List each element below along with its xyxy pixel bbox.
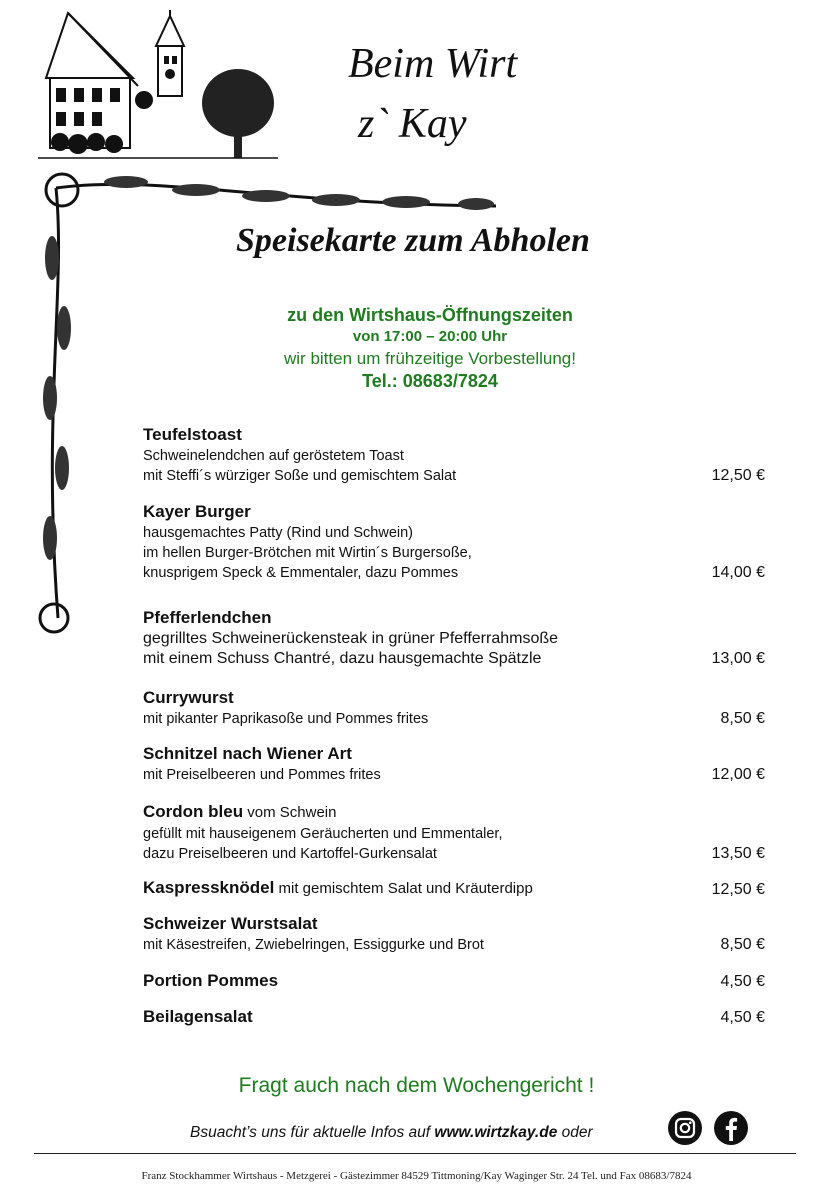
menu-item-currywurst [143,687,765,729]
item-price: 12,50 € [711,467,765,484]
item-name: Currywurst [143,688,234,707]
item-name: Kaspressknödel [143,878,275,897]
item-desc: mit Preiselbeeren und Pommes frites [143,767,381,783]
item-price: 12,00 € [711,766,765,783]
item-desc: Schweinelendchen auf geröstetem Toast [143,448,404,464]
item-name: Schweizer Wurstsalat [143,914,318,933]
menu-item-schnitzel [143,743,765,785]
footer-divider [34,1153,796,1154]
item-name: Schnitzel nach Wiener Art [143,744,352,763]
menu-item-portion-pommes [143,970,765,992]
item-name-suffix: mit gemischtem Salat und Kräuterdipp [274,880,533,897]
item-desc: im hellen Burger-Brötchen mit Wirtin´s Burgersoße, [143,545,472,561]
item-desc: gefüllt mit hauseigenem Geräucherten und Emmentaler, [143,826,503,842]
item-name-row [143,877,765,900]
village-illustration [38,8,278,168]
instagram-icon[interactable] [668,1111,702,1145]
item-price: 14,00 € [711,564,765,581]
item-name: Cordon bleu [143,802,244,821]
item-name: Portion Pommes [143,971,279,990]
item-desc: mit pikanter Paprikasoße und Pommes frites [143,711,429,727]
item-name: Pfefferlendchen [143,608,272,627]
weekly-special-note: Fragt auch nach dem Wochengericht ! [238,1074,595,1097]
item-price: 13,50 € [711,845,765,862]
item-name: Kayer Burger [143,502,251,521]
facebook-icon[interactable] [714,1111,748,1145]
item-desc: knusprigem Speck & Emmentaler, dazu Pommes [143,565,459,581]
phone-number: Tel.: 08683/7824 [362,371,498,391]
footer-address: Franz Stockhammer Wirtshaus - Metzgerei - Gästezimmer 84529 Tittmoning/Kay Waginger Str. 24 Tel. und Fax 08683/7824 [141,1170,692,1182]
item-desc: dazu Preiselbeeren und Kartoffel-Gurkensalat [143,846,437,862]
item-desc: mit Steffi´s würziger Soße und gemischtem Salat [143,468,457,484]
item-desc: gegrilltes Schweinerückensteak in grüner Pfefferrahmsoße [143,630,559,647]
social-suffix: oder [557,1124,593,1141]
item-price: 12,50 € [711,881,765,898]
menu-item-kaspressknoedel [143,877,765,900]
item-price: 8,50 € [720,936,765,953]
item-name: Beilagensalat [143,1007,253,1026]
social-line [190,1124,593,1142]
menu-item-beilagensalat [143,1006,765,1028]
menu-heading: Speisekarte zum Abholen [236,222,590,259]
item-desc: mit einem Schuss Chantré, dazu hausgemachte Spätzle [143,650,542,667]
item-price: 13,00 € [711,650,765,667]
menu-item-schweizer-wurstsalat [143,913,765,955]
brand-line-1: Beim Wirt [348,41,518,87]
item-price: 4,50 € [720,973,765,990]
item-price: 8,50 € [720,710,765,727]
opening-hours-block [200,304,660,392]
social-prefix: Bsuacht’s uns für aktuelle Infos auf [190,1124,435,1141]
brand-line-2: z` Kay [358,101,467,147]
item-desc: hausgemachtes Patty (Rind und Schwein) [143,525,414,541]
website-link[interactable]: www.wirtzkay.de [434,1124,558,1141]
menu-item-kayer-burger [143,501,765,583]
menu-item-cordon-bleu [143,801,765,864]
hours-line-1: zu den Wirtshaus-Öffnungszeiten [287,305,573,325]
item-price: 4,50 € [720,1009,765,1026]
menu-item-pfefferlendchen [143,607,765,669]
item-name-row [143,801,765,824]
item-desc: mit Käsestreifen, Zwiebelringen, Essiggurke und Brot [143,937,484,953]
menu-item-teufelstoast [143,424,765,486]
item-name-suffix: vom Schwein [243,804,337,821]
hours-line-2: von 17:00 – 20:00 Uhr [352,328,508,345]
hours-line-3: wir bitten um frühzeitige Vorbestellung! [284,349,576,368]
item-name: Teufelstoast [143,425,242,444]
